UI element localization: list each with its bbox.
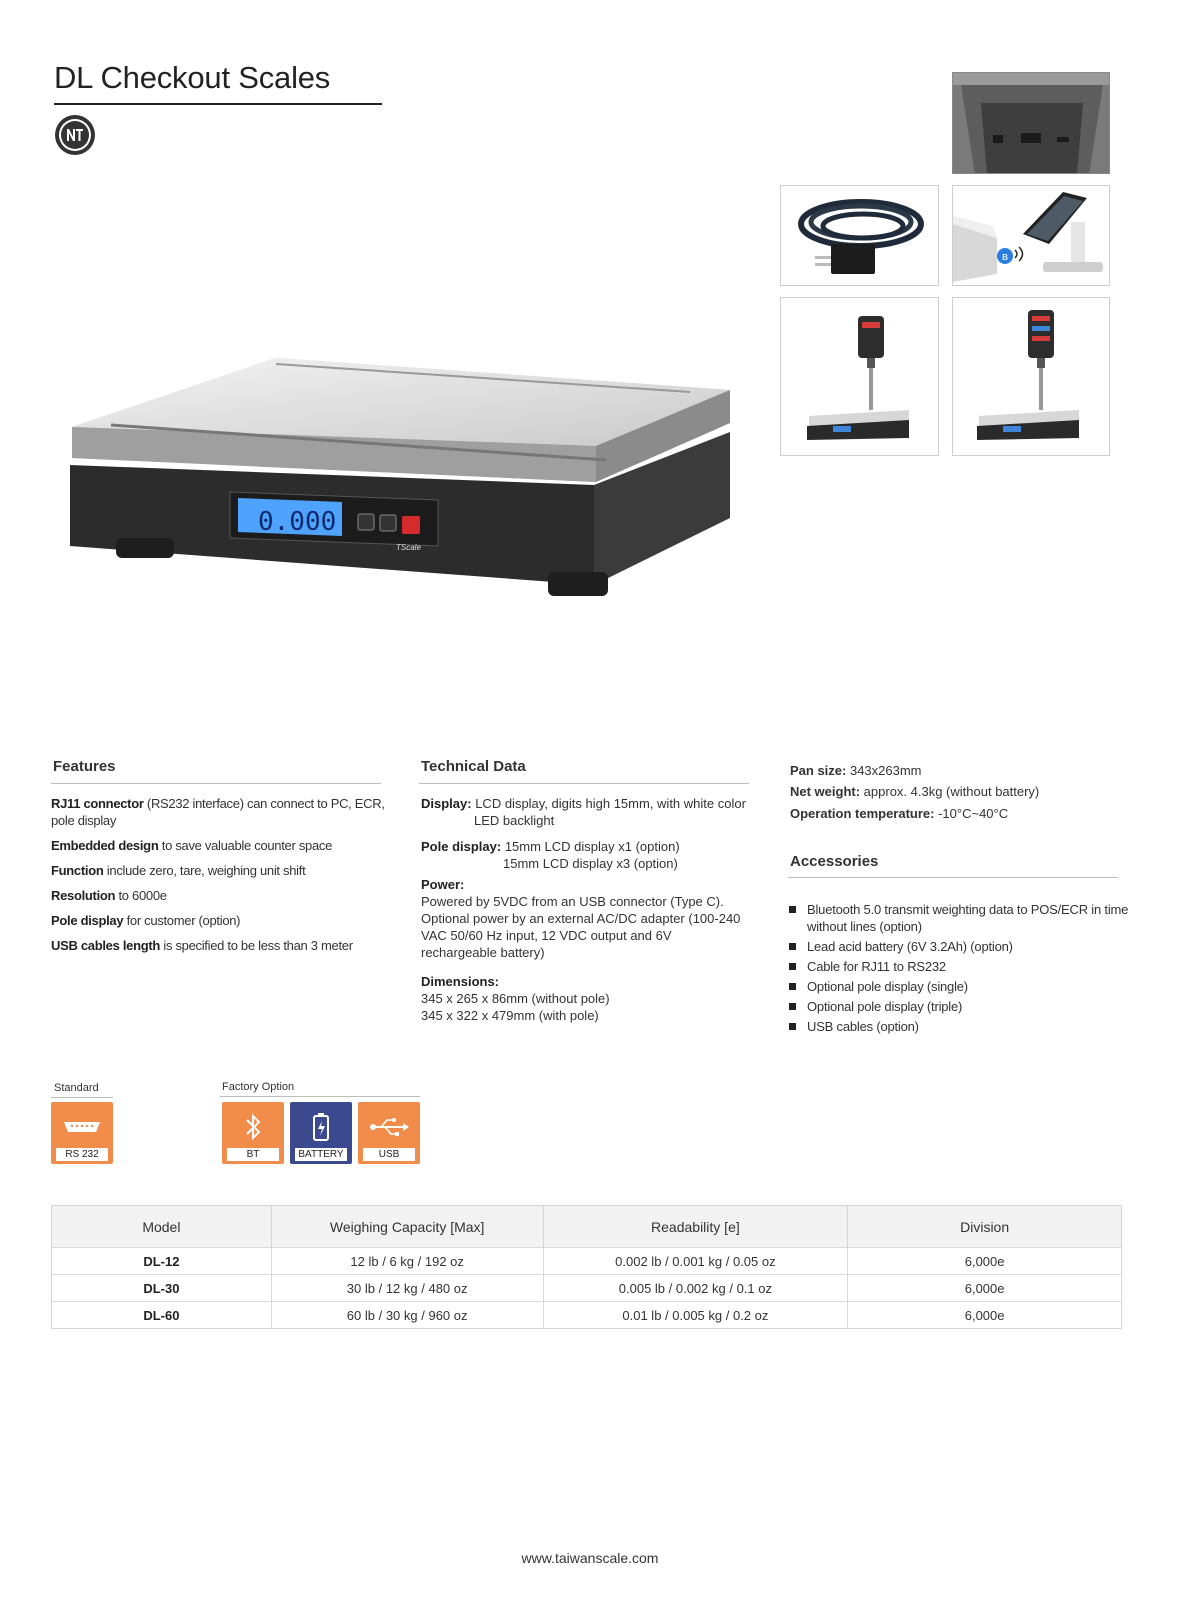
features-rule	[51, 783, 381, 784]
feature-item: Embedded design to save valuable counter space	[51, 838, 333, 853]
badge-rs232: RS 232	[51, 1102, 113, 1164]
thumbnail-pole-display-single	[780, 297, 939, 456]
accessory-item: USB cables (option)	[789, 1018, 1129, 1035]
technical-rule	[419, 783, 749, 784]
thumbnail-usb-cable-adapter	[780, 185, 939, 286]
features-heading: Features	[53, 758, 116, 775]
feature-item: Pole display for customer (option)	[51, 913, 241, 928]
bluetooth-icon	[244, 1112, 262, 1142]
spec-pan-size: Pan size: 343x263mm	[790, 763, 922, 778]
table-cell: DL-60	[52, 1302, 272, 1329]
badge-usb: USB	[358, 1102, 420, 1164]
thumbnail-bluetooth-pos	[952, 185, 1110, 286]
table-cell: 6,000e	[848, 1302, 1122, 1329]
column-header: Division	[848, 1206, 1122, 1248]
accessories-rule	[788, 877, 1118, 878]
badge-battery: BATTERY	[290, 1102, 352, 1164]
feature-item: USB cables length is specified to be less than 3 meter	[51, 938, 353, 953]
title-underline	[54, 103, 382, 105]
table-cell: 30 lb / 12 kg / 480 oz	[271, 1275, 543, 1302]
svg-text:ʙ: ʙ	[1001, 250, 1009, 263]
table-cell: DL-30	[52, 1275, 272, 1302]
accessories-list	[789, 901, 1129, 1038]
table-cell: 12 lb / 6 kg / 192 oz	[271, 1248, 543, 1275]
accessory-item: Optional pole display (triple)	[789, 998, 1129, 1015]
scale-brand: TScale	[396, 543, 421, 552]
tech-power: Power: Powered by 5VDC from an USB connector (Type C). Optional power by an external AC/DC adapter (100-240 VAC 50/60 Hz input, 12 VDC output and 6V rechargeable battery)	[421, 877, 741, 960]
tech-pole-display: Pole display: 15mm LCD display x1 (option) 15mm LCD display x3 (option)	[421, 839, 680, 871]
product-scale-image	[66, 350, 746, 620]
table-cell: 0.01 lb / 0.005 kg / 0.2 oz	[543, 1302, 848, 1329]
ntep-seal-icon	[54, 114, 96, 156]
usb-icon	[369, 1117, 409, 1137]
feature-item: Function include zero, tare, weighing unit shift	[51, 863, 306, 878]
table-row	[52, 1302, 1122, 1329]
feature-item: RJ11 connector (RS232 interface) can connect to PC, ECR, pole display	[51, 796, 385, 828]
accessory-item: Bluetooth 5.0 transmit weighting data to POS/ECR in time without lines (option)	[789, 901, 1129, 935]
standard-rule	[51, 1097, 113, 1098]
table-cell: 60 lb / 30 kg / 960 oz	[271, 1302, 543, 1329]
scale-lcd-reading: 0.000	[258, 507, 337, 537]
column-header: Model	[52, 1206, 272, 1248]
badge-bt: BT	[222, 1102, 284, 1164]
table-cell: 0.005 lb / 0.002 kg / 0.1 oz	[543, 1275, 848, 1302]
standard-label: Standard	[54, 1082, 99, 1094]
column-header: Readability [e]	[543, 1206, 848, 1248]
model-spec-table	[51, 1205, 1122, 1329]
thumbnail-connector-panel	[952, 72, 1110, 174]
accessory-item: Optional pole display (single)	[789, 978, 1129, 995]
spec-net-weight: Net weight: approx. 4.3kg (without battery)	[790, 784, 1040, 799]
tech-display: Display: LCD display, digits high 15mm, with white color LED backlight	[421, 796, 746, 828]
column-header: Weighing Capacity [Max]	[271, 1206, 543, 1248]
feature-item: Resolution to 6000e	[51, 888, 167, 903]
factory-option-rule	[220, 1096, 420, 1097]
table-cell: 6,000e	[848, 1275, 1122, 1302]
accessories-heading: Accessories	[790, 853, 879, 870]
serial-port-icon	[62, 1120, 102, 1134]
factory-option-label: Factory Option	[222, 1081, 295, 1093]
table-header-row	[52, 1206, 1122, 1248]
table-cell: DL-12	[52, 1248, 272, 1275]
thumbnail-pole-display-triple	[952, 297, 1110, 456]
battery-icon	[311, 1112, 331, 1142]
spec-operation-temp: Operation temperature: -10°C~40°C	[790, 806, 1009, 821]
accessory-item: Cable for RJ11 to RS232	[789, 958, 1129, 975]
tech-dimensions: Dimensions: 345 x 265 x 86mm (without pole) 345 x 322 x 479mm (with pole)	[421, 974, 610, 1023]
table-cell: 0.002 lb / 0.001 kg / 0.05 oz	[543, 1248, 848, 1275]
page-title: DL Checkout Scales	[54, 60, 331, 95]
table-row	[52, 1248, 1122, 1275]
technical-heading: Technical Data	[421, 758, 526, 775]
accessory-item: Lead acid battery (6V 3.2Ah) (option)	[789, 938, 1129, 955]
table-cell: 6,000e	[848, 1248, 1122, 1275]
table-row	[52, 1275, 1122, 1302]
footer-website-link[interactable]: www.taiwanscale.com	[521, 1550, 659, 1566]
